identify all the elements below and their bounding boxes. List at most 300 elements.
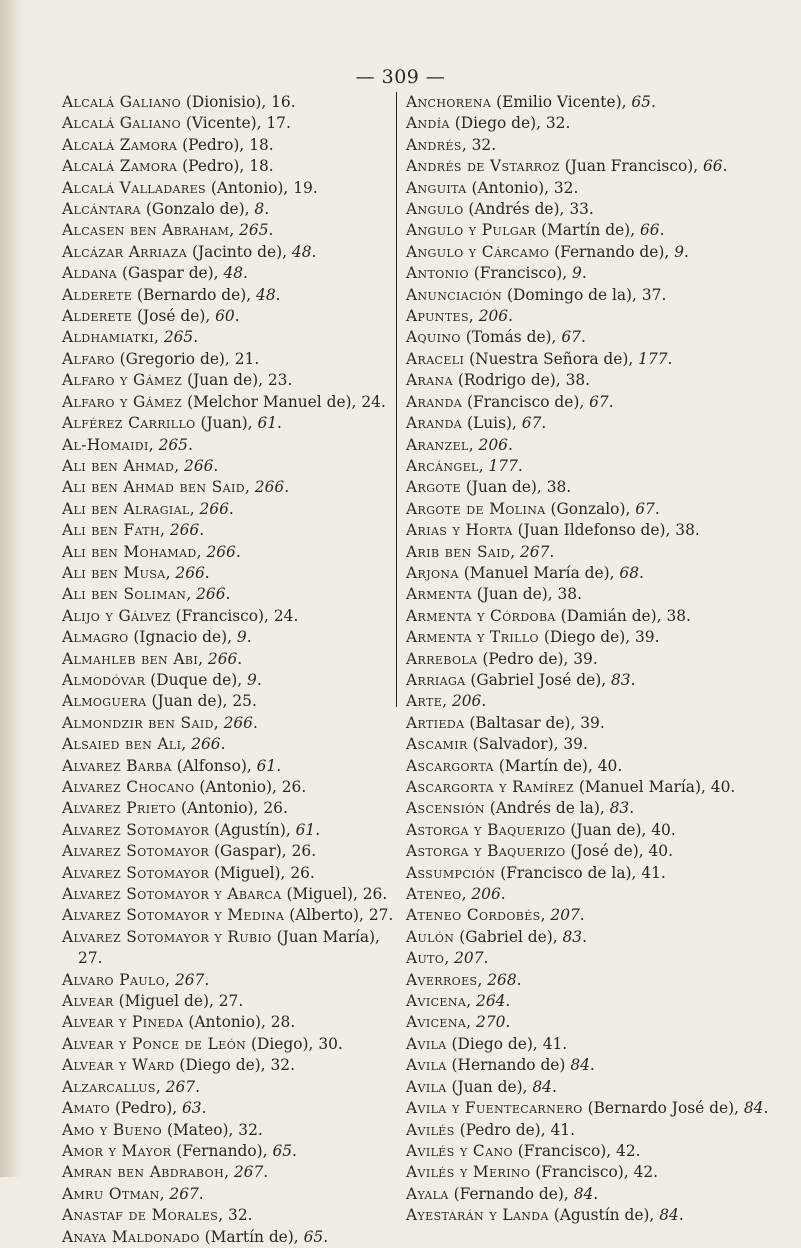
entry-detail: (Juan),	[195, 414, 258, 433]
entry-detail: (Agustín de),	[548, 1206, 660, 1225]
entry-page: 67	[561, 328, 581, 347]
index-entry: Ali ben Ahmad, 266.	[62, 456, 219, 475]
index-entry: Aldhamiatki, 265.	[62, 328, 199, 347]
index-entry: Andía (Diego de), 32.	[406, 114, 571, 133]
entry-page: 9	[572, 264, 582, 283]
index-entry: Amor y Mayor (Fernando), 65.	[62, 1141, 297, 1160]
entry-page: 40	[710, 778, 731, 796]
entry-page: 27	[368, 906, 389, 925]
entry-page: 19	[293, 178, 313, 197]
entry-page: 18	[249, 157, 269, 176]
entry-name: Alvarez Sotomayor y Rubio	[62, 927, 272, 946]
entry-page: 267	[169, 1184, 199, 1203]
entry-detail: (Mateo),	[162, 1120, 239, 1139]
index-entry: Ascargorta y Ramírez (Manuel María), 40.	[406, 778, 736, 796]
entry-name: Alfaro y Gámez	[62, 392, 183, 411]
entry-name: Alcalá Zamora	[62, 135, 178, 154]
index-entry: Alderete (José de), 60.	[62, 307, 240, 326]
entry-detail: (Gabriel José de),	[465, 670, 612, 689]
entry-page: 42	[616, 1141, 636, 1160]
entry-detail: (Juan de),	[146, 692, 233, 711]
entry-page: 21	[234, 349, 255, 368]
index-entry: Alcasen ben Abraham, 265.	[62, 221, 274, 240]
entry-page: 67	[589, 392, 609, 411]
entry-detail: (Domingo de la),	[502, 285, 642, 304]
entry-name: Andrés de Vstarroz	[406, 157, 560, 176]
entry-page: 40	[651, 820, 671, 839]
entry-name: Avila y Fuentecarnero	[406, 1099, 583, 1118]
entry-detail: (Diego),	[246, 1034, 319, 1053]
entry-page: 9	[674, 242, 684, 261]
entry-detail: (Juan María),	[271, 927, 380, 946]
entry-page: 265	[239, 221, 269, 240]
index-entry: Alvarez Sotomayor (Miguel), 26.	[62, 863, 315, 882]
index-entry: Almahleb ben Abi, 266.	[62, 649, 243, 668]
entry-name: Ateneo Cordobés	[406, 906, 541, 925]
index-entry: Alijo y Gálvez (Francisco), 24.	[62, 606, 299, 625]
entry-detail: ,	[466, 992, 477, 1011]
entry-page: 32	[471, 135, 492, 154]
index-entry: Ali ben Musa, 266.	[62, 563, 210, 582]
index-entry: Alvarez Chocano (Antonio), 26.	[62, 778, 307, 796]
index-entry: Arana (Rodrigo de), 38.	[406, 371, 591, 390]
entry-detail: (Juan de),	[182, 371, 268, 390]
entry-detail: (Juan de),	[471, 585, 558, 604]
entry-page: 27	[218, 992, 239, 1011]
index-entry: Alférez Carrillo (Juan), 61.	[62, 414, 282, 433]
entry-name: Ascensión	[406, 799, 485, 818]
index-entry: Avila (Diego de), 41.	[406, 1034, 568, 1053]
index-entry: Alcalá Zamora (Pedro), 18.	[62, 135, 274, 154]
index-entry: Alcántara (Gonzalo de), 8.	[62, 200, 270, 219]
index-entry: Ascargorta (Martín de), 40.	[406, 756, 623, 775]
entry-page: 41	[550, 1120, 571, 1139]
entry-page: 266	[175, 563, 205, 582]
entry-page: 267	[233, 1163, 264, 1182]
entry-page: 48	[223, 264, 244, 283]
entry-detail: (Diego de),	[446, 1034, 543, 1053]
entry-detail: ,	[478, 456, 489, 475]
entry-detail: (Antonio),	[466, 178, 554, 197]
entry-name: Ascargorta y Ramírez	[406, 778, 575, 796]
entry-detail: ,	[477, 970, 488, 989]
entry-name: Angulo	[406, 200, 464, 219]
entry-detail: ,	[224, 1163, 234, 1182]
entry-page: 32	[238, 1120, 258, 1139]
entry-page: 17	[266, 114, 286, 133]
entry-page: 27	[78, 949, 98, 968]
entry-page: 38	[557, 585, 578, 604]
entry-page: 41	[542, 1034, 563, 1053]
entry-name: Alvarez Chocano	[62, 778, 195, 796]
entry-name: Aranzel	[406, 435, 469, 454]
entry-name: Angulo y Pulgar	[406, 221, 537, 240]
entry-name: Alfaro	[62, 349, 115, 368]
entry-detail: ,	[159, 1184, 170, 1203]
entry-detail: (Andrés de la),	[484, 799, 610, 818]
index-entry: Alcalá Valladares (Antonio), 19.	[62, 178, 318, 197]
entry-detail: (Francisco),	[468, 264, 573, 283]
entry-page: 39	[635, 628, 655, 647]
entry-detail: ,	[196, 542, 207, 561]
entry-page: 48	[256, 285, 276, 304]
entry-name: Alcalá Galiano	[62, 114, 181, 133]
index-entry: Andrés de Vstarroz (Juan Francisco), 66.	[406, 157, 728, 176]
entry-name: Ali ben Soliman	[62, 585, 187, 604]
entry-page: 39	[573, 649, 593, 668]
entry-name: Armenta	[406, 585, 472, 604]
entry-page: 18	[249, 135, 269, 154]
index-entry: Anguita (Antonio), 32.	[406, 178, 579, 197]
index-column-left	[62, 92, 392, 1248]
entry-detail: (Pedro),	[177, 135, 250, 154]
entry-page: 267	[165, 1077, 196, 1096]
entry-name: Ayala	[406, 1184, 449, 1203]
index-entry: Aranda (Francisco de), 67.	[406, 392, 614, 411]
entry-name: Ali ben Mohamad	[62, 542, 197, 561]
entry-detail: (Luis),	[462, 414, 522, 433]
entry-name: Argote	[406, 478, 461, 497]
entry-detail: (Gaspar),	[209, 842, 292, 861]
entry-name: Ascargorta	[406, 756, 494, 775]
index-entry: Anastaf de Morales, 32.	[62, 1206, 253, 1225]
entry-detail: (Agustín),	[209, 820, 296, 839]
entry-page: 24	[361, 392, 381, 411]
entry-page: 23	[267, 371, 288, 390]
entry-name: Aquino	[406, 328, 461, 347]
index-column-right	[406, 92, 786, 1227]
entry-page: 61	[256, 756, 277, 775]
entry-page: 84	[743, 1099, 764, 1118]
entry-name: Andía	[406, 114, 450, 133]
entry-page: 26	[362, 885, 383, 904]
entry-page: 84	[570, 1056, 590, 1075]
entry-detail: (Francisco),	[512, 1141, 617, 1160]
entry-name: Alcasen ben Abraham	[62, 221, 230, 240]
index-entry: Anaya Maldonado (Martín de), 65.	[62, 1227, 329, 1246]
entry-detail: (Gonzalo de),	[140, 200, 255, 219]
index-entry: Alsaied ben Ali, 266.	[62, 735, 226, 754]
entry-detail: (Fernando de),	[549, 242, 675, 261]
index-entry: Armenta y Córdoba (Damián de), 38.	[406, 606, 691, 625]
entry-name: Ateneo	[406, 885, 462, 904]
entry-page: 61	[257, 414, 278, 433]
entry-detail: ,	[174, 456, 185, 475]
entry-name: Alvarez Sotomayor	[62, 842, 210, 861]
entry-name: Aldana	[62, 264, 118, 283]
index-entry: Alvarez Sotomayor y Abarca (Miguel), 26.	[62, 885, 388, 904]
entry-page: 39	[580, 713, 600, 732]
index-entry: Armenta (Juan de), 38.	[406, 585, 583, 604]
entry-page: 265	[158, 435, 188, 454]
index-entry: Alzarcallus, 267.	[62, 1077, 200, 1096]
entry-page: 83	[611, 670, 631, 689]
entry-page: 206	[471, 885, 501, 904]
entry-detail: ,	[186, 585, 197, 604]
entry-name: Alvarez Barba	[62, 756, 172, 775]
index-entry: Avila y Fuentecarnero (Bernardo José de), 84.	[406, 1099, 769, 1118]
entry-page: 83	[562, 927, 583, 946]
entry-name: Alcántara	[62, 200, 141, 219]
entry-page: 177	[488, 456, 518, 475]
entry-name: Almoguera	[62, 692, 147, 711]
entry-name: Ali ben Ahmad	[62, 456, 175, 475]
entry-name: Astorga y Baquerizo	[406, 820, 566, 839]
entry-name: Arrebola	[406, 649, 478, 668]
entry-page: 8	[254, 200, 265, 219]
entry-page: 65	[272, 1141, 293, 1160]
entry-detail: (Pedro de),	[454, 1120, 551, 1139]
entry-page: 38	[675, 521, 695, 540]
entry-name: Aranda	[406, 414, 463, 433]
entry-detail: (Alfonso),	[171, 756, 257, 775]
entry-page: 38	[666, 606, 687, 625]
index-entry: Ascamir (Salvador), 39.	[406, 735, 588, 754]
entry-name: Arana	[406, 371, 453, 390]
index-entry: Almoguera (Juan de), 25.	[62, 692, 257, 711]
entry-page: 61	[295, 820, 316, 839]
entry-page: 266	[254, 478, 285, 497]
entry-page: 267	[520, 542, 550, 561]
entry-name: Alvarez Prieto	[62, 799, 177, 818]
entry-detail: (Antonio),	[176, 799, 264, 818]
index-entry: Alvear y Ponce de León (Diego), 30.	[62, 1034, 343, 1053]
entry-page: 32	[553, 178, 574, 197]
entry-detail: (Alberto),	[284, 906, 369, 925]
entry-detail: ,	[466, 1013, 477, 1032]
entry-name: Alcázar Arriaza	[62, 242, 188, 261]
entry-detail: (Francisco de la),	[495, 863, 642, 882]
index-entry: Avilés (Pedro de), 41.	[406, 1120, 575, 1139]
entry-page: 38	[546, 478, 567, 497]
index-entry: Ateneo Cordobés, 207.	[406, 906, 585, 925]
entry-page: 266	[207, 649, 238, 668]
entry-name: Ayestarán y Landa	[406, 1206, 549, 1225]
index-entry: Ayala (Fernando de), 84.	[406, 1184, 599, 1203]
entry-name: Avilés y Merino	[406, 1163, 531, 1182]
entry-detail: (Duque de),	[145, 670, 248, 689]
entry-detail: ,	[510, 542, 520, 561]
index-entry: Ali ben Alragial, 266.	[62, 499, 234, 518]
entry-detail: (Miguel),	[209, 863, 291, 882]
entry-detail: (Martín de),	[536, 221, 640, 240]
entry-detail: (Manuel María de),	[458, 563, 620, 582]
entry-name: Avila	[406, 1034, 447, 1053]
index-entry: Avilés y Cano (Francisco), 42.	[406, 1141, 641, 1160]
index-entry: Alvarez Sotomayor y Medina (Alberto), 27.	[62, 906, 394, 925]
entry-page: 26	[281, 778, 302, 796]
entry-page: 25	[232, 692, 252, 711]
index-entry: Almondzir ben Said, 266.	[62, 713, 258, 732]
entry-page: 37	[641, 285, 662, 304]
entry-detail: ,	[229, 221, 240, 240]
entry-detail: (Martín de),	[493, 756, 598, 775]
index-entry: Avila (Hernando de) 84.	[406, 1056, 595, 1075]
index-entry: Angulo (Andrés de), 33.	[406, 200, 594, 219]
entry-page: 48	[291, 242, 312, 261]
index-entry: Auto, 207.	[406, 949, 489, 968]
entry-name: Arib ben Said	[406, 542, 511, 561]
entry-name: Alderete	[62, 285, 133, 304]
index-entry: Amran ben Abdraboh, 267.	[62, 1163, 269, 1182]
entry-detail: (José de),	[132, 307, 216, 326]
entry-detail: (Miguel),	[281, 885, 363, 904]
entry-name: Ali ben Fath	[62, 521, 161, 540]
entry-name: Auto	[406, 949, 445, 968]
entry-page: 65	[303, 1227, 324, 1246]
index-entry: Ali ben Soliman, 266.	[62, 585, 231, 604]
entry-page: 66	[639, 221, 660, 240]
entry-name: Amor y Mayor	[62, 1141, 172, 1160]
entry-name: Arte	[406, 692, 443, 711]
entry-page: 266	[184, 456, 214, 475]
index-entry: Amato (Pedro), 63.	[62, 1099, 207, 1118]
entry-page: 28	[270, 1013, 291, 1032]
index-entry: Ascensión (Andrés de la), 83.	[406, 799, 635, 818]
entry-detail: ,	[461, 135, 472, 154]
index-entry: Andrés, 32.	[406, 135, 497, 154]
entry-detail: ,	[468, 435, 479, 454]
entry-name: Artieda	[406, 713, 465, 732]
entry-name: Alcalá Valladares	[62, 178, 206, 197]
entry-page: 67	[635, 499, 655, 518]
index-entry: Apuntes, 206.	[406, 307, 514, 326]
entry-detail: ,	[165, 970, 175, 989]
entry-name: Astorga y Baquerizo	[406, 842, 566, 861]
entry-detail: (Tomás de),	[460, 328, 562, 347]
entry-name: Amran ben Abdraboh	[62, 1163, 225, 1182]
entry-detail: (Dionisio),	[181, 93, 272, 111]
entry-page: 265	[163, 328, 194, 347]
entry-name: Armenta y Trillo	[406, 628, 539, 647]
entry-detail: (Gregorio de),	[114, 349, 235, 368]
index-entry: Alfaro y Gámez (Melchor Manuel de), 24.	[62, 392, 386, 411]
index-entry: Armenta y Trillo (Diego de), 39.	[406, 628, 660, 647]
entry-detail: ,	[148, 435, 159, 454]
entry-detail: ,	[218, 1206, 229, 1225]
entry-page: 32	[228, 1206, 248, 1225]
entry-name: Almodóvar	[62, 670, 146, 689]
entry-name: Antonio	[406, 264, 469, 283]
entry-name: Alcalá Zamora	[62, 157, 178, 176]
index-entry: Avilés y Merino (Francisco), 42.	[406, 1163, 659, 1182]
entry-page: 177	[638, 349, 668, 368]
index-entry: Argote de Molina (Gonzalo), 67.	[406, 499, 660, 518]
entry-detail: (Francisco),	[170, 606, 274, 625]
entry-page: 207	[454, 949, 484, 968]
entry-detail: (Melchor Manuel de),	[182, 392, 362, 411]
page-edge-shadow	[0, 0, 22, 1177]
entry-page: 32	[545, 114, 566, 133]
entry-page: 40	[648, 842, 669, 861]
entry-name: Alsaied ben Ali	[62, 735, 182, 754]
entry-name: Alcalá Galiano	[62, 93, 181, 111]
entry-page: 267	[174, 970, 205, 989]
entry-name: Al-Homaidi	[62, 435, 149, 454]
entry-detail: (Emilio Vicente),	[491, 93, 632, 111]
entry-detail: (Martín de),	[199, 1227, 304, 1246]
index-entry: Alfaro (Gregorio de), 21.	[62, 349, 260, 368]
entry-name: Alzarcallus	[62, 1077, 156, 1096]
entry-name: Andrés	[406, 135, 462, 154]
entry-detail: ,	[461, 885, 472, 904]
entry-detail: (Diego de),	[449, 114, 546, 133]
entry-page: 84	[532, 1077, 552, 1096]
entry-page: 266	[223, 713, 253, 732]
index-entry: Assumpción (Francisco de la), 41.	[406, 863, 666, 882]
index-entry: Alvarez Sotomayor (Gaspar), 26.	[62, 842, 317, 861]
index-entry: Amo y Bueno (Mateo), 32.	[62, 1120, 263, 1139]
entry-detail: (Damián de),	[555, 606, 667, 625]
index-entry: Arias y Horta (Juan Ildefonso de), 38.	[406, 521, 700, 540]
entry-name: Alvarez Sotomayor y Abarca	[62, 885, 282, 904]
entry-detail: (Ignacio de),	[128, 628, 237, 647]
entry-page: 39	[563, 735, 583, 754]
column-divider	[396, 92, 397, 707]
entry-detail: (Juan Francisco),	[559, 157, 703, 176]
index-entry: Ali ben Fath, 266.	[62, 521, 205, 540]
entry-name: Almahleb ben Abi	[62, 649, 199, 668]
entry-page: 266	[196, 585, 226, 604]
entry-page: 83	[609, 799, 630, 818]
entry-detail: (Rodrigo de),	[452, 371, 566, 390]
entry-page: 206	[451, 692, 482, 711]
entry-detail: (Bernardo José de),	[582, 1099, 744, 1118]
entry-detail: (Baltasar de),	[464, 713, 581, 732]
index-entry: Alvarez Sotomayor (Agustín), 61.	[62, 820, 321, 839]
entry-name: Amato	[62, 1099, 111, 1118]
entry-page: 264	[476, 992, 506, 1011]
entry-page: 206	[478, 307, 509, 326]
entry-page: 41	[641, 863, 661, 882]
index-entry: Alvear y Pineda (Antonio), 28.	[62, 1013, 296, 1032]
entry-name: Anguita	[406, 178, 467, 197]
index-entry: Aranzel, 206.	[406, 435, 513, 454]
entry-page: 30	[318, 1034, 338, 1053]
index-entry: Alcázar Arriaza (Jacinto de), 48.	[62, 242, 317, 261]
entry-name: Arjona	[406, 563, 459, 582]
entry-name: Assumpción	[406, 863, 496, 882]
entry-detail: (Pedro de),	[477, 649, 574, 668]
entry-detail: ,	[154, 328, 164, 347]
index-entry: Araceli (Nuestra Señora de), 177.	[406, 349, 673, 368]
entry-detail: (Diego de),	[538, 628, 635, 647]
entry-name: Almagro	[62, 628, 129, 647]
index-entry: Angulo y Pulgar (Martín de), 66.	[406, 221, 665, 240]
entry-detail: (Vicente),	[181, 114, 267, 133]
index-entry: Alfaro y Gámez (Juan de), 23.	[62, 371, 293, 390]
entry-name: Argote de Molina	[406, 499, 546, 518]
entry-detail: (Salvador),	[467, 735, 564, 754]
index-entry: Astorga y Baquerizo (José de), 40.	[406, 842, 674, 861]
index-entry: Arrebola (Pedro de), 39.	[406, 649, 598, 668]
entry-detail: (Francisco),	[530, 1163, 634, 1182]
entry-name: Avila	[406, 1056, 447, 1075]
entry-page: 65	[631, 93, 651, 111]
entry-detail: (Fernando),	[171, 1141, 273, 1160]
entry-detail: ,	[245, 478, 255, 497]
entry-page: 84	[659, 1206, 679, 1225]
entry-name: Alfaro y Gámez	[62, 371, 183, 390]
entry-page: 16	[271, 93, 291, 111]
entry-detail: (Juan de),	[460, 478, 547, 497]
entry-name: Alijo y Gálvez	[62, 606, 171, 625]
entry-detail: (Diego de),	[174, 1056, 271, 1075]
entry-name: Amo y Bueno	[62, 1120, 163, 1139]
index-entry: Almodóvar (Duque de), 9.	[62, 670, 262, 689]
entry-name: Apuntes	[406, 307, 469, 326]
index-entry: Aulón (Gabriel de), 83.	[406, 927, 588, 946]
